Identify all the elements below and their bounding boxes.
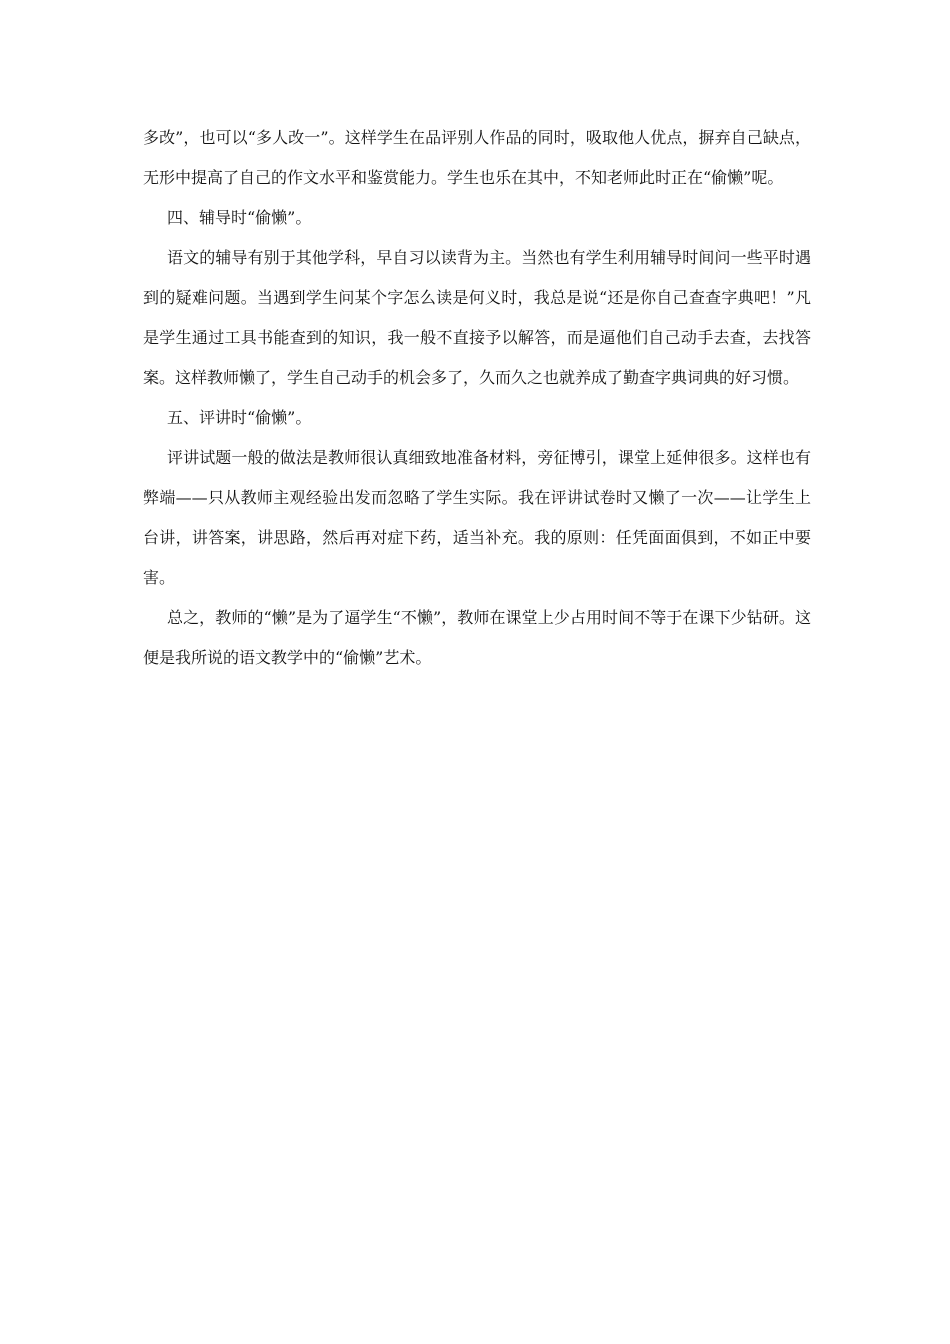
paragraph-conclusion: 总之，教师的“懒”是为了逼学生“不懒”，教师在课堂上少占用时间不等于在课下少钻研。这便是我所说的语文教学中的“偷懒”艺术。 (143, 608, 811, 667)
paragraph-continuation: 多改”，也可以“多人改一”。这样学生在品评别人作品的同时，吸取他人优点，摒弃自己缺点，无形中提高了自己的作文水平和鉴赏能力。学生也乐在其中，不知老师此时正在“偷懒”呢。 (143, 128, 811, 187)
section-heading-tutoring: 四、辅导时“偷懒”。 (167, 208, 312, 227)
paragraph-tutoring: 语文的辅导有别于其他学科，早自习以读背为主。当然也有学生利用辅导时间问一些平时遇到的疑难问题。当遇到学生问某个字怎么读是何义时，我总是说“还是你自己查查字典吧！”凡是学生通过工具书能查到的知识，我一般不直接予以解答，而是逼他们自己动手去查，去找答案。这样教师懒了，学生自己动手的机会多了，久而久之也就养成了勤查字典词典的好习惯。 (143, 248, 811, 387)
document-body (143, 118, 811, 678)
paragraph-review: 评讲试题一般的做法是教师很认真细致地准备材料，旁征博引，课堂上延伸很多。这样也有弊端——只从教师主观经验出发而忽略了学生实际。我在评讲试卷时又懒了一次——让学生上台讲，讲答案，讲思路，然后再对症下药，适当补充。我的原则：任凭面面俱到，不如正中要害。 (143, 448, 811, 587)
section-heading-review: 五、评讲时“偷懒”。 (167, 408, 312, 427)
